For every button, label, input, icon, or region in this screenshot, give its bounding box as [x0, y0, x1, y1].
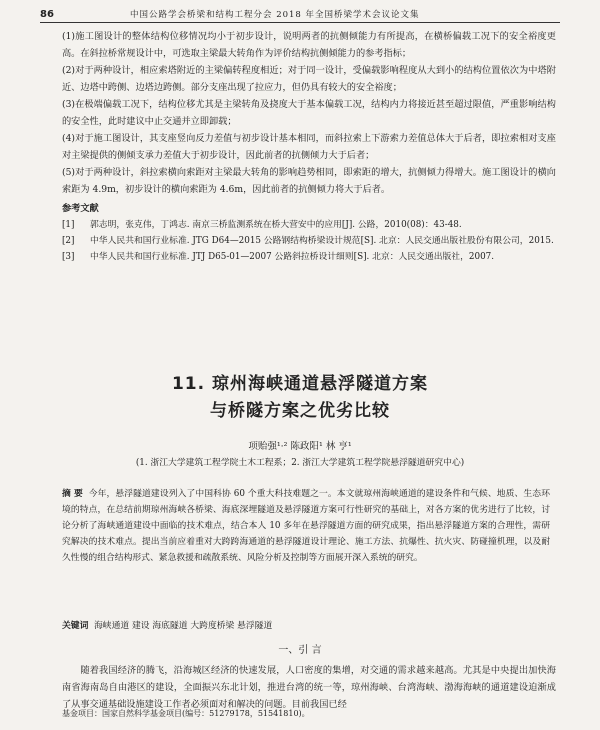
reference-3: [62, 249, 556, 265]
reference-num: [2]: [62, 236, 75, 246]
running-title: 中国公路学会桥梁和结构工程分会 2018 年全国桥梁学术会议论文集: [130, 10, 420, 20]
abstract-label: 摘 要: [62, 489, 83, 499]
abstract: [62, 486, 550, 566]
reference-text: 中华人民共和国行业标准. JTG D64—2015 公路钢结构桥梁设计规范[S]. 北京：人民交通出版社股份有限公司，2015.: [90, 236, 554, 246]
keywords-text: 海峡通道 建设 海底隧道 大跨度桥梁 悬浮隧道: [94, 621, 273, 631]
conclusion-2: (2)对于两种设计，相应索塔附近的主梁偏转程度相近；对于同一设计，受偏载影响程度从大到小的结构位置依次为中塔附近、边塔中跨侧、边塔边跨侧。部分支座出现了拉应力，但仍具有较大的安全裕度；: [62, 65, 556, 93]
affiliation: (1. 浙江大学建筑工程学院土木工程系；2. 浙江大学建筑工程学院悬浮隧道研究中心): [135, 458, 465, 468]
keywords-label: 关键词: [62, 621, 89, 631]
page-number: 86: [40, 9, 54, 20]
article-title-line1: 11. 琼州海峡通道悬浮隧道方案: [171, 374, 429, 394]
reference-text: 中华人民共和国行业标准. JTJ D65-01—2007 公路斜拉桥设计细则[S]. 北京：人民交通出版社，2007.: [90, 252, 495, 262]
conclusion-4: (4)对于施工图设计，其支座竖向反力差值与初步设计基本相同，而斜拉索上下游索力差值总体大于后者，即拉索相对支座对主梁提供的侧倾支承力差值大于初步设计，因此前者的抗侧倾力大于后者；: [62, 133, 556, 161]
reference-text: 郭志明，张克伟，丁鸿志. 南京三桥监测系统在桥大营安中的应用[J]. 公路，2010(08)：43-48.: [90, 220, 462, 230]
running-header: [40, 6, 560, 23]
reference-2: [62, 233, 556, 249]
conclusions-block: [62, 28, 556, 265]
authors: 项贻强¹·² 陈政阳¹ 林 亨¹: [248, 441, 352, 452]
conclusion-1: (1)施工图设计的整体结构位移情况均小于初步设计，说明两者的抗侧倾能力有所提高，在横桥偏载工况下的安全裕度更高。在斜拉桥常规设计中，可选取主梁最大转角作为评价结构抗侧倾能力的参考指标；: [62, 31, 556, 59]
reference-num: [1]: [62, 220, 75, 230]
keywords: [62, 618, 550, 635]
conclusion-5: (5)对于两种设计，斜拉索横向索距对主梁最大转角的影响趋势相同，即索距的增大，抗侧倾力得增大。施工图设计的横向索距为 4.9m，初步设计的横向索距为 4.6m，因此前者的抗侧倾力将大于后者。: [62, 167, 556, 195]
abstract-text: 今年，悬浮隧道建设列入了中国科协 60 个重大科技难题之一。本文就琼州海峡通道的建设条件和气候、地质、生态环境的特点，在总结前期琼州海峡各桥梁、海底深埋隧道及悬浮隧道方案可行性研究的基础上，对各方案的优劣进行了比较，讨论分析了海峡通道建设中面临的技术难点，结合本人 10 多年在悬浮隧道方面的研究成果，指出悬浮隧道方案的合理性，需研究解决的技术难点。提出当前应着重对大跨跨海通道的悬浮隧道设计理论、施工方法、抗爆性、抗火灾、防碰撞机理，以及耐久性慢的组合结构形式、紧急救援和疏散系统、风险分析及控制等方面展开深入系统的研究。: [62, 489, 550, 563]
article-title-line2: 与桥隧方案之优劣比较: [210, 401, 390, 421]
reference-1: [62, 217, 556, 233]
references-heading: 参考文献: [62, 203, 99, 214]
section-heading: 一、引 言: [278, 645, 322, 656]
reference-num: [3]: [62, 252, 75, 262]
conclusion-3: (3)在极端偏载工况下，结构位移尤其是主梁转角及挠度大于基本偏载工况，结构内力将接近甚至超过限值，严重影响结构的安全性，此时建议中止交通并立即卸载；: [62, 99, 556, 127]
intro-paragraph: 随着我国经济的腾飞，沿海城区经济的快速发展，人口密度的集增，对交通的需求越来越高。尤其是中央提出加快海南省海南岛自由港区的建设，全面振兴东北计划，推进台湾的统一等，琼州海峡、台湾海峡、渤海海峡的通道建设迫渐成了从事交通基础设施建设工作者必须面对和解决的问题。目前我国已经: [62, 665, 556, 710]
footnote: 基金项目：国家自然科学基金项目(编号：51279178，51541810)。: [62, 709, 310, 718]
